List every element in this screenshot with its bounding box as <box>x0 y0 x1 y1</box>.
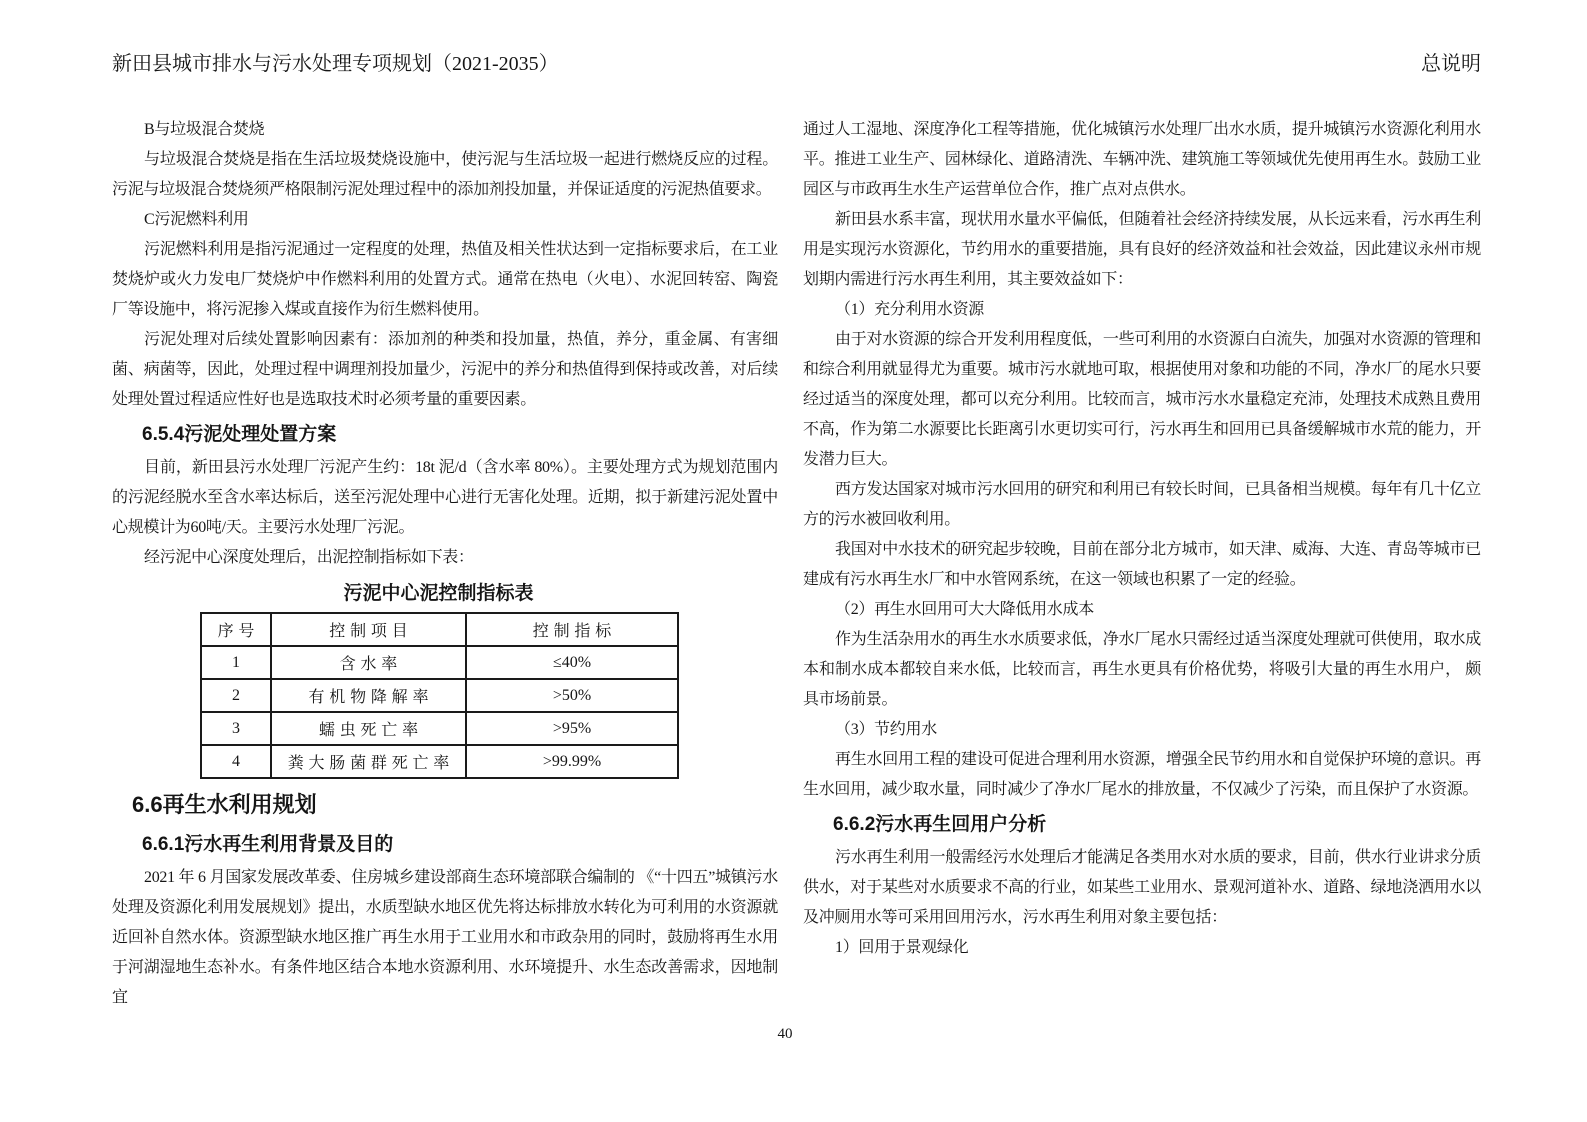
para-continuation: 通过人工湿地、深度净化工程等措施，优化城镇污水处理厂出水水质，提升城镇污水资源化利用水平。推进工业生产、园林绿化、道路清洗、车辆冲洗、建筑施工等领域优先使用再生水。鼓励工业园区与市政再生水生产运营单位合作，推广点对点供水。 <box>803 121 1481 198</box>
table-cell-index: 4 <box>201 745 271 778</box>
table-header-index: 序号 <box>201 613 271 646</box>
para-sludge-fuel: 污泥燃料利用是指污泥通过一定程度的处理，热值及相关性状达到一定指标要求后，在工业焚烧炉或火力发电厂焚烧炉中作燃料利用的处置方式。通常在热电（火电）、水泥回转窑、陶瓷厂等设施中，将污泥掺入煤或直接作为衍生燃料使用。 <box>112 241 778 318</box>
table-cell-item: 含水率 <box>271 646 466 679</box>
table-cell-item: 粪大肠菌群死亡率 <box>271 745 466 778</box>
table-header-item: 控制项目 <box>271 613 466 646</box>
table-cell-indicator: >95% <box>466 712 678 745</box>
table-cell-index: 2 <box>201 679 271 712</box>
item-1-para-2: 西方发达国家对城市污水回用的研究和利用已有较长时间，已具备相当规模。每年有几十亿立方的污水被回收利用。 <box>803 481 1481 528</box>
table-row <box>201 712 678 745</box>
table-header-row <box>201 613 678 646</box>
para-b-heading: B与垃圾混合焚烧 <box>144 121 265 138</box>
item-1-para: 由于对水资源的综合开发利用程度低，一些可利用的水资源白白流失，加强对水资源的管理和和综合利用就显得尤为重要。城市污水就地可取，根据使用对象和功能的不同，净水厂的尾水只要经过适当的深度处理，都可以充分利用。比较而言，城市污水水量稳定充沛，处理技术成熟且费用不高，作为第二水源要比长距离引水更切实可行，污水再生和回用已具备缓解城市水荒的能力，开发潜力巨大。 <box>803 331 1481 468</box>
table-cell-item: 有机物降解率 <box>271 679 466 712</box>
table-cell-indicator: ≤40% <box>466 646 678 679</box>
para-sludge-plan-2: 经污泥中心深度处理后，出泥控制指标如下表： <box>144 549 474 566</box>
item-3-heading: （3）节约用水 <box>835 721 937 738</box>
table-row <box>201 679 678 712</box>
list-item-landscape: 1）回用于景观绿化 <box>835 939 969 956</box>
header-document-title: 新田县城市排水与污水处理专项规划（2021-2035） <box>112 53 559 75</box>
table-row <box>201 646 678 679</box>
item-3-para: 再生水回用工程的建设可促进合理利用水资源，增强全民节约用水和自觉保护环境的意识。再生水回用，减少取水量，同时减少了净水厂尾水的排放量，不仅减少了污染，而且保护了水资源。 <box>803 751 1481 798</box>
item-2-heading: （2）再生水回用可大大降低用水成本 <box>835 601 1094 618</box>
heading-6-6-2: 6.6.2污水再生回用户分析 <box>833 814 1047 835</box>
table-cell-index: 3 <box>201 712 271 745</box>
heading-6-5-4: 6.5.4污泥处理处置方案 <box>142 424 337 445</box>
sludge-control-table <box>200 612 679 779</box>
para-xintian-water: 新田县水系丰富，现状用水量水平偏低，但随着社会经济持续发展，从长远来看，污水再生利用是实现污水资源化，节约用水的重要措施，具有良好的经济效益和社会效益，因此建议永州市规划期内需进行污水再生利用，其主要效益如下： <box>803 211 1481 288</box>
table-cell-index: 1 <box>201 646 271 679</box>
para-reuse-background: 2021 年 6 月国家发展改革委、住房城乡建设部商生态环境部联合编制的 《“十四五”城镇污水处理及资源化利用发展规划》提出，水质型缺水地区优先将达标排放水转化为可利用的水资源就近回补自然水体。资源型缺水地区推广再生水用于工业用水和市政杂用的同时，鼓励将再生水用于河湖湿地生态补水。有条件地区结合本地水资源利用、水环境提升、水生态改善需求，因地制宜 <box>112 869 778 1006</box>
table-header-indicator: 控制指标 <box>466 613 678 646</box>
right-column <box>803 115 1481 1013</box>
para-reuse-users: 污水再生利用一般需经污水处理后才能满足各类用水对水质的要求，目前，供水行业讲求分质供水，对于某些对水质要求不高的行业，如某些工业用水、景观河道补水、道路、绿地浇洒用水以及冲厕用水等可采用回用污水，污水再生利用对象主要包括： <box>803 849 1481 926</box>
header-section-title: 总说明 <box>1421 53 1481 75</box>
para-sludge-plan-1: 目前，新田县污水处理厂污泥产生约：18t 泥/d（含水率 80%）。主要处理方式为规划范围内的污泥经脱水至含水率达标后，送至污泥处理中心进行无害化处理。近期，拟于新建污泥处置中心规模计为60吨/天。主要污水处理厂污泥。 <box>112 459 778 536</box>
two-column-body <box>112 115 1481 1013</box>
table-row <box>201 745 678 778</box>
page-header <box>112 52 1481 76</box>
table-cell-indicator: >50% <box>466 679 678 712</box>
item-1-heading: （1）充分利用水资源 <box>835 301 985 318</box>
page-number: 40 <box>777 1026 793 1042</box>
page-footer <box>0 1026 1570 1043</box>
para-c-heading: C污泥燃料利用 <box>144 211 249 228</box>
heading-6-6: 6.6再生水利用规划 <box>132 792 317 817</box>
heading-6-6-1: 6.6.1污水再生利用背景及目的 <box>142 834 394 855</box>
table-cell-item: 蠕虫死亡率 <box>271 712 466 745</box>
item-1-para-3: 我国对中水技术的研究起步较晚，目前在部分北方城市，如天津、威海、大连、青岛等城市已建成有污水再生水厂和中水管网系统，在这一领域也积累了一定的经验。 <box>803 541 1481 588</box>
table-title: 污泥中心泥控制指标表 <box>343 583 534 604</box>
table-cell-indicator: >99.99% <box>466 745 678 778</box>
para-treatment-factors: 污泥处理对后续处置影响因素有：添加剂的种类和投加量，热值，养分，重金属、有害细菌、病菌等，因此，处理过程中调理剂投加量少，污泥中的养分和热值得到保持或改善，对后续处理处置过程适应性好也是选取技术时必须考量的重要因素。 <box>112 331 778 408</box>
para-mixed-incineration: 与垃圾混合焚烧是指在生活垃圾焚烧设施中，使污泥与生活垃圾一起进行燃烧反应的过程。污泥与垃圾混合焚烧须严格限制污泥处理过程中的添加剂投加量，并保证适度的污泥热值要求。 <box>112 151 778 198</box>
left-column <box>112 115 778 1013</box>
item-2-para: 作为生活杂用水的再生水水质要求低，净水厂尾水只需经过适当深度处理就可供使用，取水成本和制水成本都较自来水低，比较而言，再生水更具有价格优势，将吸引大量的再生水用户， 颇具市场前景。 <box>803 631 1481 708</box>
